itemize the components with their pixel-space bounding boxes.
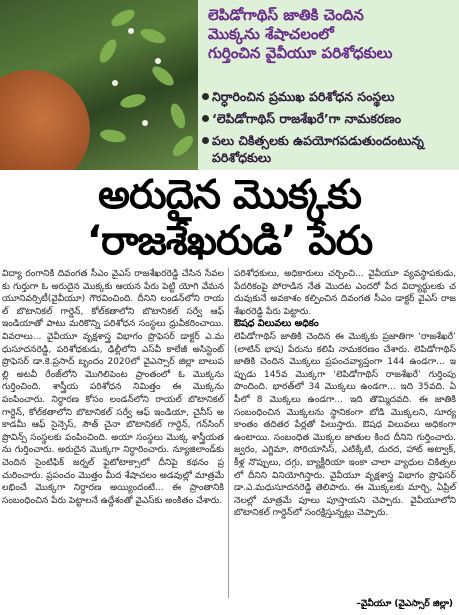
caption-bullet: నిర్ధారించిన ప్రముఖ పరిశోధన సంస్థలు bbox=[200, 88, 456, 105]
caption-bullet: ‘లెపిడోగాథిస్ రాజశేఖరే’గా నామకరణం bbox=[200, 110, 456, 127]
column-divider bbox=[228, 268, 229, 598]
headline-line-2: ‘రాజశేఖరుడి’ పేరు bbox=[86, 218, 373, 264]
article-paragraph: పరిశోధకులు, అధికారులు చర్చించి... వైవీయూ వ్యవస్థాపకుడు, పేదరికంపై పోరాడిన నేత మొదట ఎందరో పేద విద్యార్థులకు చదువుకునే అవకాశం కల్పించిన దివంగత సీఎం డాక్టర్ వైఎస్ రాజశేఖరరెడ్డి పేరు పెట్టారు. bbox=[234, 269, 456, 317]
caption-headline-line: గుర్తించిన వైవీయూ పరిశోధకులు bbox=[208, 44, 393, 62]
article-column-left bbox=[2, 268, 224, 507]
article-paragraph: విద్యా రంగానికి దివంగత సీఎం వైఎస్ రాజశేఖరరెడ్డి చేసిన సేవలకు గుర్తుగా ఓ అరుదైన మొక్కకు ఆయన పేరు పెట్టి యోగి వేమన యూనివర్సిటీ(వైవీయూ) గౌరవించింది. దీనిని లండన్‌లోని రాయల్ బొటానికల్ గార్డెన్, కోల్‌కతాలోని బొటానికల్ సర్వే ఆఫ్ ఇండియాతో పాటు మరికొన్ని పరిశోధన సంస్థలు ధ్రువీకరించాయి. వివరాలు... వైవీయూ వృక్షశాస్త్ర విభాగం ప్రొఫెసర్ డాక్టర్ ఎ.మధుసూదనరెడ్డి, పరిశోధకుడు, ఢిల్లీలోని ఎస్‌వీ కాలేజీ అసిస్టెంట్ ప్రొఫెసర్ డా.కె.ప్రసాద్ బృందం 2020లో వైఎస్సార్ జిల్లా బాలుపల్లి అటవీ రేంజ్‌లోని మొగిలిపెంట ప్రాంతంలో ఓ మొక్కను గుర్తించింది. శాస్త్రీయ పరిశోధన నిమిత్తం ఈ మొక్కను పంపించారు. నిర్ధారణ కోసం లండన్‌లోని రాయల్ బొటానికల్ గార్డెన్, కోల్‌కతాలోని బొటానికల్ సర్వే ఆఫ్ ఇండియా, చైనీస్ అకాడమీ ఆఫ్ సైన్సెస్, సౌత్ చైనా బొటానికల్ గార్డెన్, గన్‌సింగ్ ప్రొవిన్స్ సంస్థలకు పంపించింది. అయా సంస్థలు మొక్క శాస్త్రీయతను గుర్తించారు. అరుదైన మొక్కగా నిర్ధారించారు. న్యూజిలాండ్‌కు చెందిన సైంటిఫిక్ జర్నల్ ఫైటోటాక్సాలో దీనిపై కథనం ప్రచురించారు. ప్రపంచం మొత్తం మీద శేషాచలం అడవుల్లో మాత్రమే లభించే మొక్కగా నిర్ధారణ అయ్యిందంటే... ఈ ప్రాంతానికి సంబంధించిన పేరు పెట్టాలనే ఉద్దేశంతో వైఎస్‌కు అంకితం చేశారు. bbox=[2, 269, 224, 506]
headline-line-1: అరుదైన మొక్కకు bbox=[98, 172, 361, 218]
caption-headline-line: మొక్కను శేషాచలంలో bbox=[208, 25, 334, 43]
plant-photo bbox=[0, 0, 205, 170]
article-paragraph: లెపిడోగాథిస్ జాతికి చెందిన ఈ మొక్కకు ప్రజాతిగా ‘రాజశేఖరే’ (లాటిన్ భాష) పేరును కలిపి నామకరణం చేశారు. లెపిడోగాథిస్ జాతికి చెందిన మొక్కలు ప్రపంచవ్యాప్తంగా 144 ఉండగా... ఇప్పుడు 145వ మొక్కగా ‘లెపిడోగాథిస్ రాజశేఖరే’ గుర్తింపు పొందింది. భారత్‌లో 34 మొక్కలు ఉండగా... ఇది 35వది. ఏపీలో 8 మొక్కలు ఉండగా... ఇది తొమ్మిదవది. ఈ జాతికి సంబంధించిన మొక్కలను స్థానికంగా బోడి మొక్కలని, సూర్యకాంతం తదితర పేర్లతో పిలుస్తారు. ఔషధ విలువలు అధికంగా ఉంటాయి. సంబంధిత మొక్కల జాతుల కింద దీనిని గుర్తించారు. జ్వరం, ఎగ్జిమా, సోరియాసిస్, ఎటిక్కేటి, దురద, హాట్ అట్వాక్, కీళ్ల నొప్పులు, దగ్గు, బ్యాక్టీరియా ఇంకా చాలా వ్యాధుల చికిత్సలలో దీనిని వినియోగిస్తారు. వైవీయూ వృక్షశాస్త్ర విభాగం ప్రొఫెసర్ డా.ఎ.మధుసూదనరెడ్డి తెలిపారు. ఈ మొక్కలకు మార్చి, ఏప్రిల్ నెలల్లో మాత్రమే పూలు పూస్తాయని చెప్పారు. వైవీయూలోని బొటానికల్ గార్డెన్‌లో సంరక్షిస్తున్నట్లు చెప్పారు. bbox=[234, 331, 456, 519]
article-column-right bbox=[234, 268, 456, 520]
caption-headline-line: లెపిడోగాథిస్ జాతికి చెందిన bbox=[208, 6, 364, 24]
caption-headline bbox=[208, 6, 448, 63]
byline-credit: –వైవీయూ (వైఎస్సార్ జిల్లా) bbox=[356, 599, 453, 609]
caption-bullet: పలు చికిత్సలకు ఉపయోగపడుతుందంటున్న పరిశోధకులు bbox=[200, 132, 456, 166]
article-subhead: ఔషధ విలువలు అధికం bbox=[234, 318, 319, 330]
flower-pot-image bbox=[0, 70, 90, 170]
article-body bbox=[0, 268, 459, 608]
caption-bullets bbox=[200, 88, 456, 171]
main-headline bbox=[0, 172, 459, 264]
top-section bbox=[0, 0, 459, 170]
